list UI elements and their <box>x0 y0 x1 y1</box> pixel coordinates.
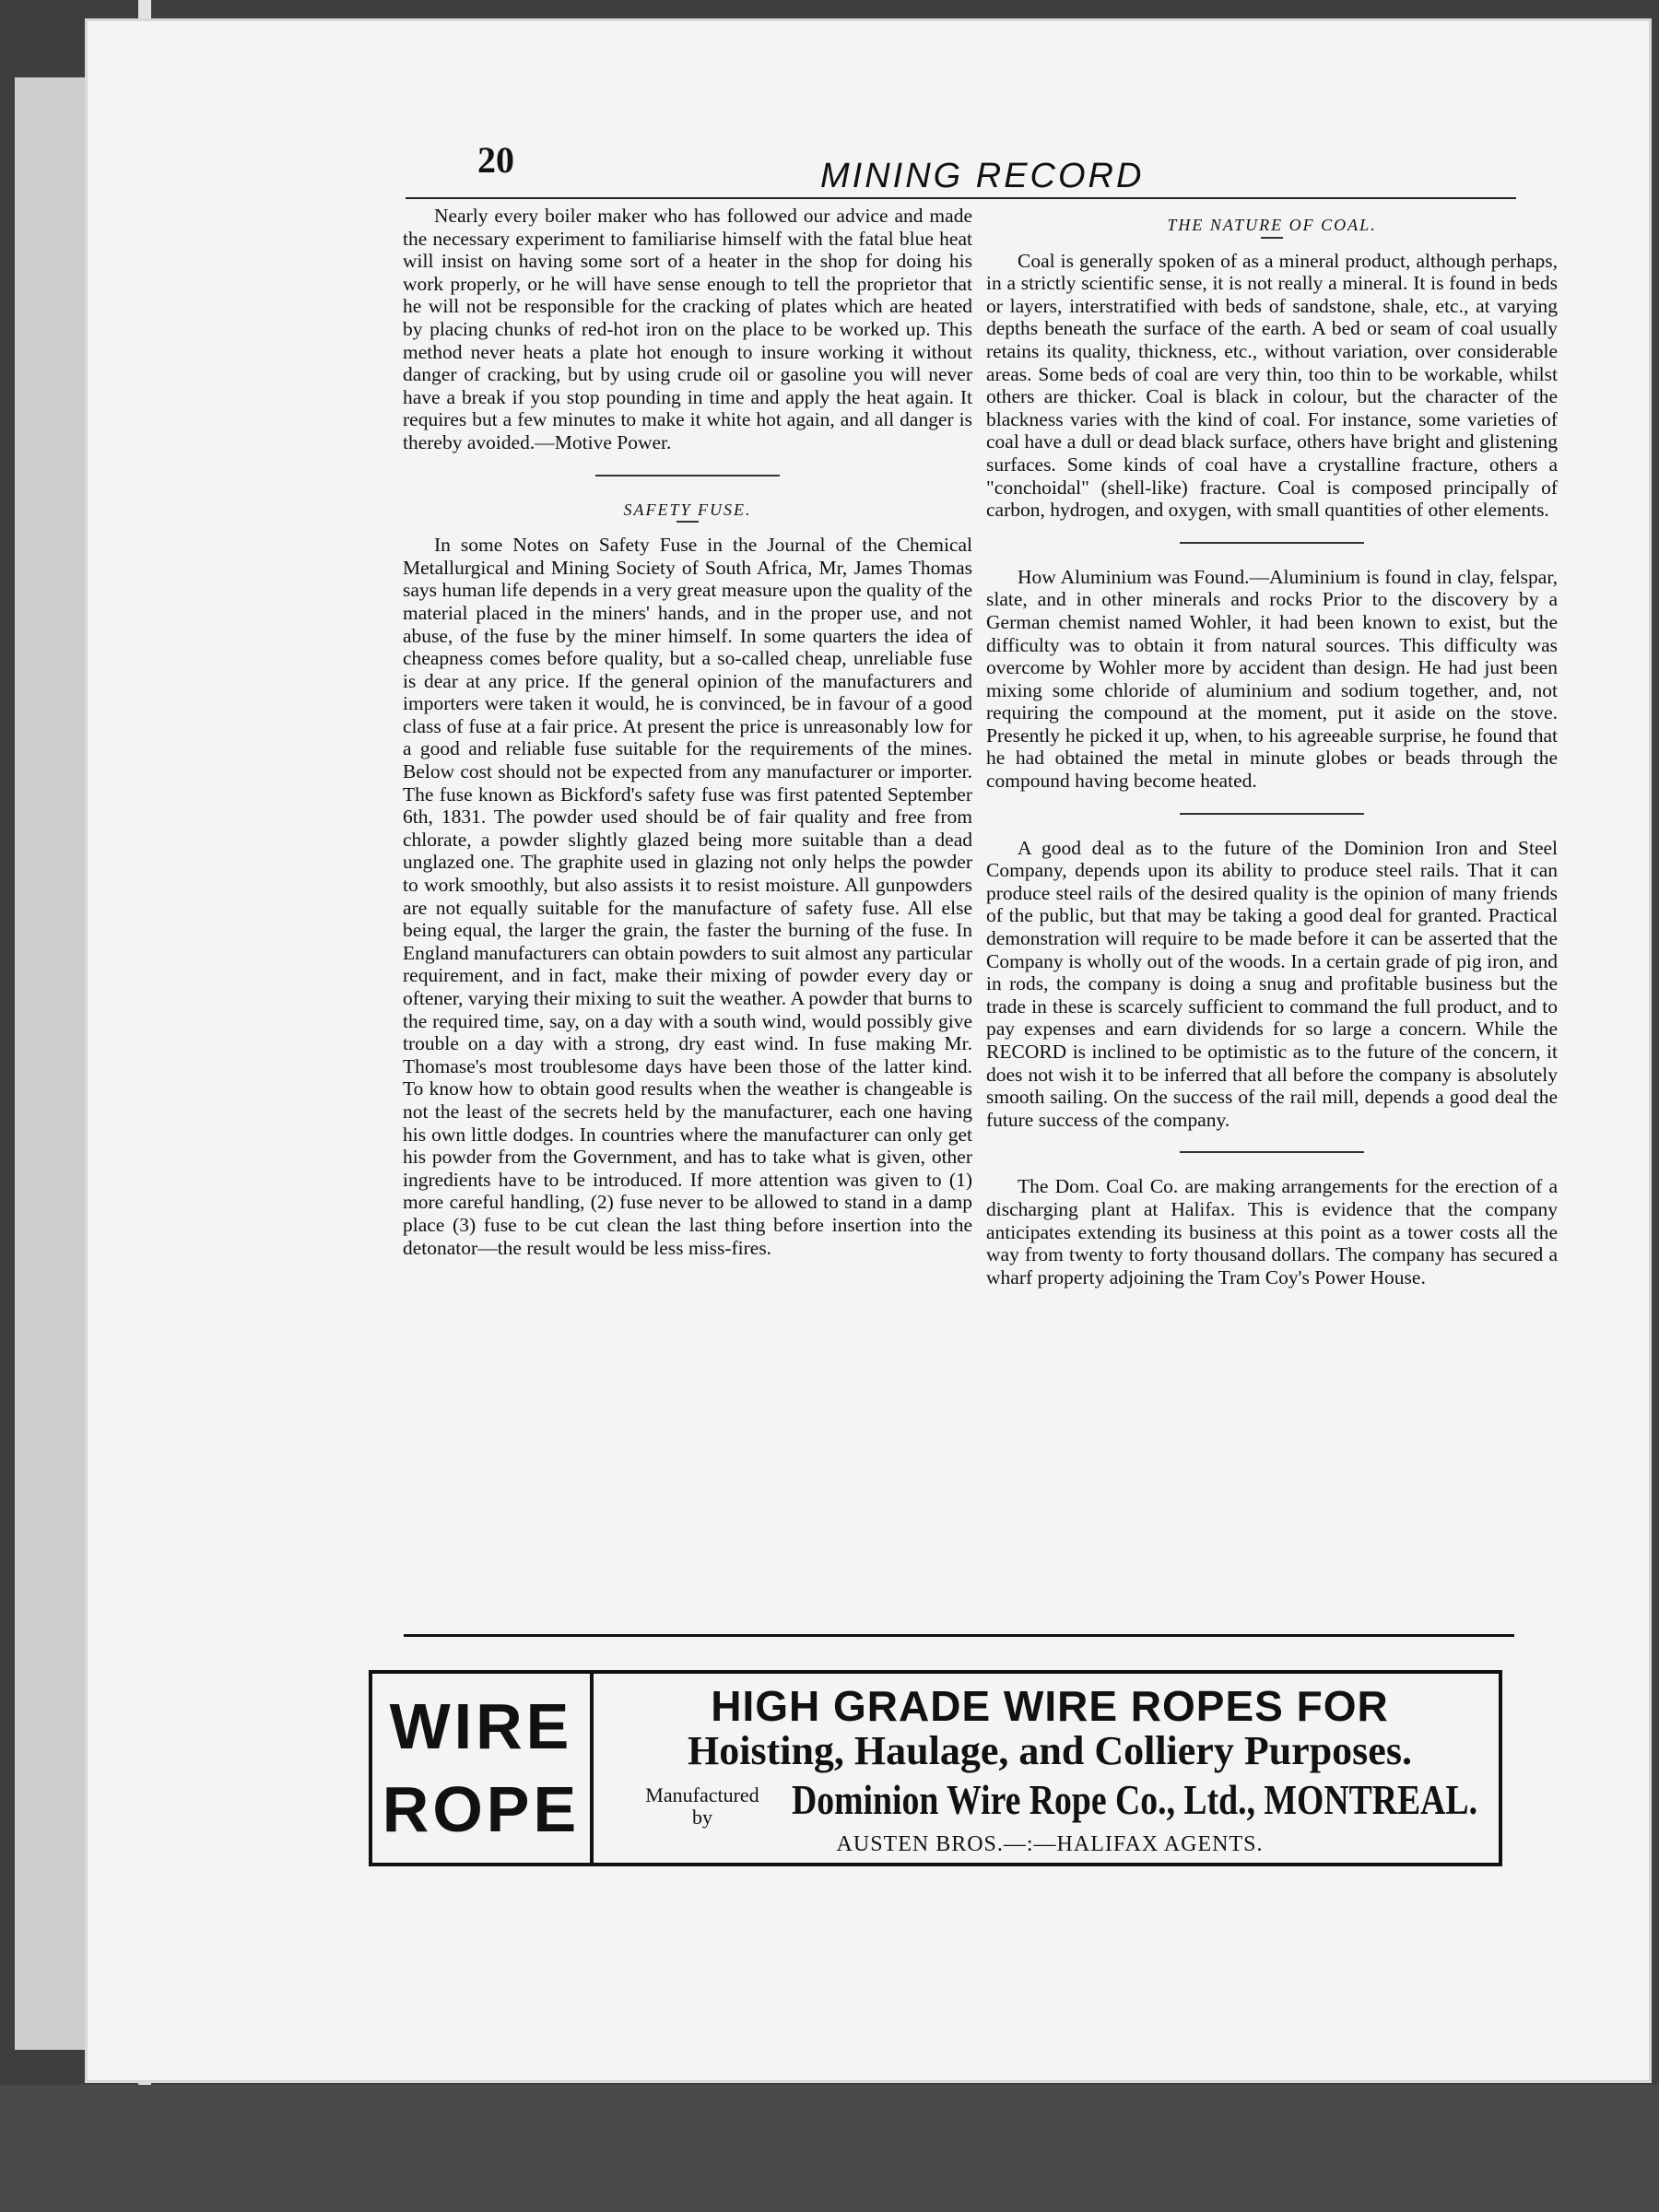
page-number: 20 <box>477 139 514 181</box>
ad-word-wire: WIRE <box>389 1690 573 1762</box>
right-column <box>986 214 1558 1288</box>
article-dominion-iron: A good deal as to the future of the Dominion Iron and Steel Company, depends upon its ability to produce steel rails. That it can produce steel rails of the desired quality is the opinion of many friends of the public, but that may be taking a good deal for granted. Practical demonstration will require to be made before it can be asserted that the Company is wholly out of the woods. In a certain grade of pig iron, and in rods, the company is doing a snug and profitable business but the trade in these is scarcely sufficient to command the full product, and to pay expenses and earn dividends for so large a concern. While the RECORD is inclined to be optimistic as to the future of the concern, it does not wish it to be inferred that all before the company is absolutely smooth sailing. On the success of the rail mill, depends a good deal the future success of the company. <box>986 836 1558 1131</box>
section-title-safety-fuse: SAFETY FUSE. <box>623 500 752 519</box>
section-separator <box>595 475 780 477</box>
advertisement-wire-rope-label <box>372 1674 594 1863</box>
ad-word-rope: ROPE <box>382 1773 581 1845</box>
title-rule <box>1261 237 1283 239</box>
masthead: MINING RECORD <box>820 157 1145 195</box>
ad-agents: AUSTEN BROS.—:—HALIFAX AGENTS. <box>836 1832 1264 1856</box>
header-rule <box>406 197 1516 199</box>
left-column <box>403 205 972 1259</box>
title-rule <box>677 521 699 523</box>
ad-subheadline: Hoisting, Haulage, and Colliery Purposes. <box>688 1728 1412 1773</box>
ad-by-label: by <box>692 1806 712 1829</box>
section-title-nature-of-coal: THE NATURE OF COAL. <box>1167 216 1377 234</box>
section-separator <box>1180 813 1364 815</box>
section-separator <box>1180 542 1364 544</box>
ad-headline: HIGH GRADE WIRE ROPES FOR <box>711 1682 1389 1730</box>
article-aluminium: How Aluminium was Found.—Aluminium is found in clay, felspar, slate, and in other minerals and rocks Prior to the discovery by a German chemist named Wohler, it had been known to exist, but the difficulty was to obtain it from natural sources. This difficulty was overcome by Wohler more by accident than design. He had just been mixing some chloride of aluminium and sodium together, and, not requiring the compound at the moment, put it aside on the stove. Presently he picked it up, when, to his agreeable surprise, he found that he had obtained the metal in minute globes or beads through the compound having become heated. <box>986 565 1558 793</box>
advertisement-rule <box>404 1634 1514 1637</box>
article-nature-of-coal: Coal is generally spoken of as a mineral product, although perhaps, in a strictly scientific sense, it is not really a mineral. It is found in beds or layers, interstratified with beds of sandstone, shale, etc., at varying depths beneath the surface of the earth. A bed or seam of coal usually retains its quality, thickness, etc., without variation, over considerable areas. Some beds of coal are very thin, too thin to be workable, whilst others are thicker. Coal is black in colour, but the character of the blackness varies with the kind of coal. For instance, some varieties of coal have a dull or dead black surface, others have bright and glistening surfaces. Some kinds of coal have a crystalline fracture, others a "conchoidal" (shell-like) fracture. Coal is composed principally of carbon, hydrogen, and oxygen, with small quantities of other elements. <box>986 249 1558 522</box>
article-dom-coal: The Dom. Coal Co. are making arrangements for the erection of a discharging plant at Halifax. This is evidence that the company anticipates extending its business at this point as a tower costs all the way from twenty to forty thousand dollars. The company has secured a wharf property adjoining the Tram Coy's Power House. <box>986 1175 1558 1288</box>
ad-company-name: Dominion Wire Rope Co., Ltd., MONTREAL. <box>792 1776 1477 1823</box>
article-boiler: Nearly every boiler maker who has followed our advice and made the necessary experiment to familiarise himself with the fatal blue heat will insist on having some sort of a heater in the shop for doing his work properly, or he will have sense enough to tell the proprietor that he will not be responsible for the cracking of plates which are heated by placing chunks of red-hot iron on the place to be worked up. This method never heats a plate hot enough to insure working it without danger of cracking, but by using crude oil or gasoline you will never have a break if you stop pounding in time and apply the heat again. It requires but a few minutes to make it white hot again, and all danger is thereby avoided.—Motive Power. <box>403 205 972 453</box>
advertisement-box <box>369 1670 1502 1866</box>
ad-manufactured-by <box>619 1784 785 1829</box>
ad-manufactured-label: Manufactured <box>645 1783 759 1806</box>
article-safety-fuse: In some Notes on Safety Fuse in the Journal of the Chemical Metallurgical and Mining Society of South Africa, Mr, James Thomas says human life depends in a very great measure upon the quality of the material placed in the miners' hands, and in the proper use, and not abuse, of the fuse by the miner himself. In some quarters the idea of cheapness comes before quality, but a so-called cheap, unreliable fuse is dear at any price. If the general opinion of the manufacturers and importers were taken it would, he is convinced, be in favour of a good class of fuse at a fair price. At present the price is unreasonably low for a good and reliable fuse suitable for the requirements of the mines. Below cost should not be expected from any manufacturer or importer. The fuse known as Bickford's safety fuse was first patented September 6th, 1831. The powder used should be of fair quality and free from chlorate, a powder slightly glazed being more suitable than a dead unglazed one. The graphite used in glazing not only helps the powder to work smoothly, but also assists it to resist moisture. All gunpowders are not equally suitable for the manufacture of safety fuse. All else being equal, the larger the grain, the faster the burning of the fuse. In England manufacturers can obtain powders to suit almost any particular requirement, and in fact, make their mixing of powder every day or oftener, varying their mixing to suit the weather. A powder that burns to the required time, say, on a day with a south wind, would possibly give trouble on a day with a strong, dry east wind. In fuse making Mr. Thomase's most troublesome days have been those of the latter kind. To know how to obtain good results when the weather is changeable is not the least of the secrets held by the manufacturer, each one having his own little dodges. In countries where the manufacturer can only get his powder from the Government, and has to take what is given, other ingredients have to be introduced. If more attention was given to (1) more careful handling, (2) fuse never to be allowed to stand in a damp place (3) fuse to be cut clean the last thing before insertion into the detonator—the result would be less miss-fires. <box>403 534 972 1259</box>
section-separator <box>1180 1151 1364 1153</box>
